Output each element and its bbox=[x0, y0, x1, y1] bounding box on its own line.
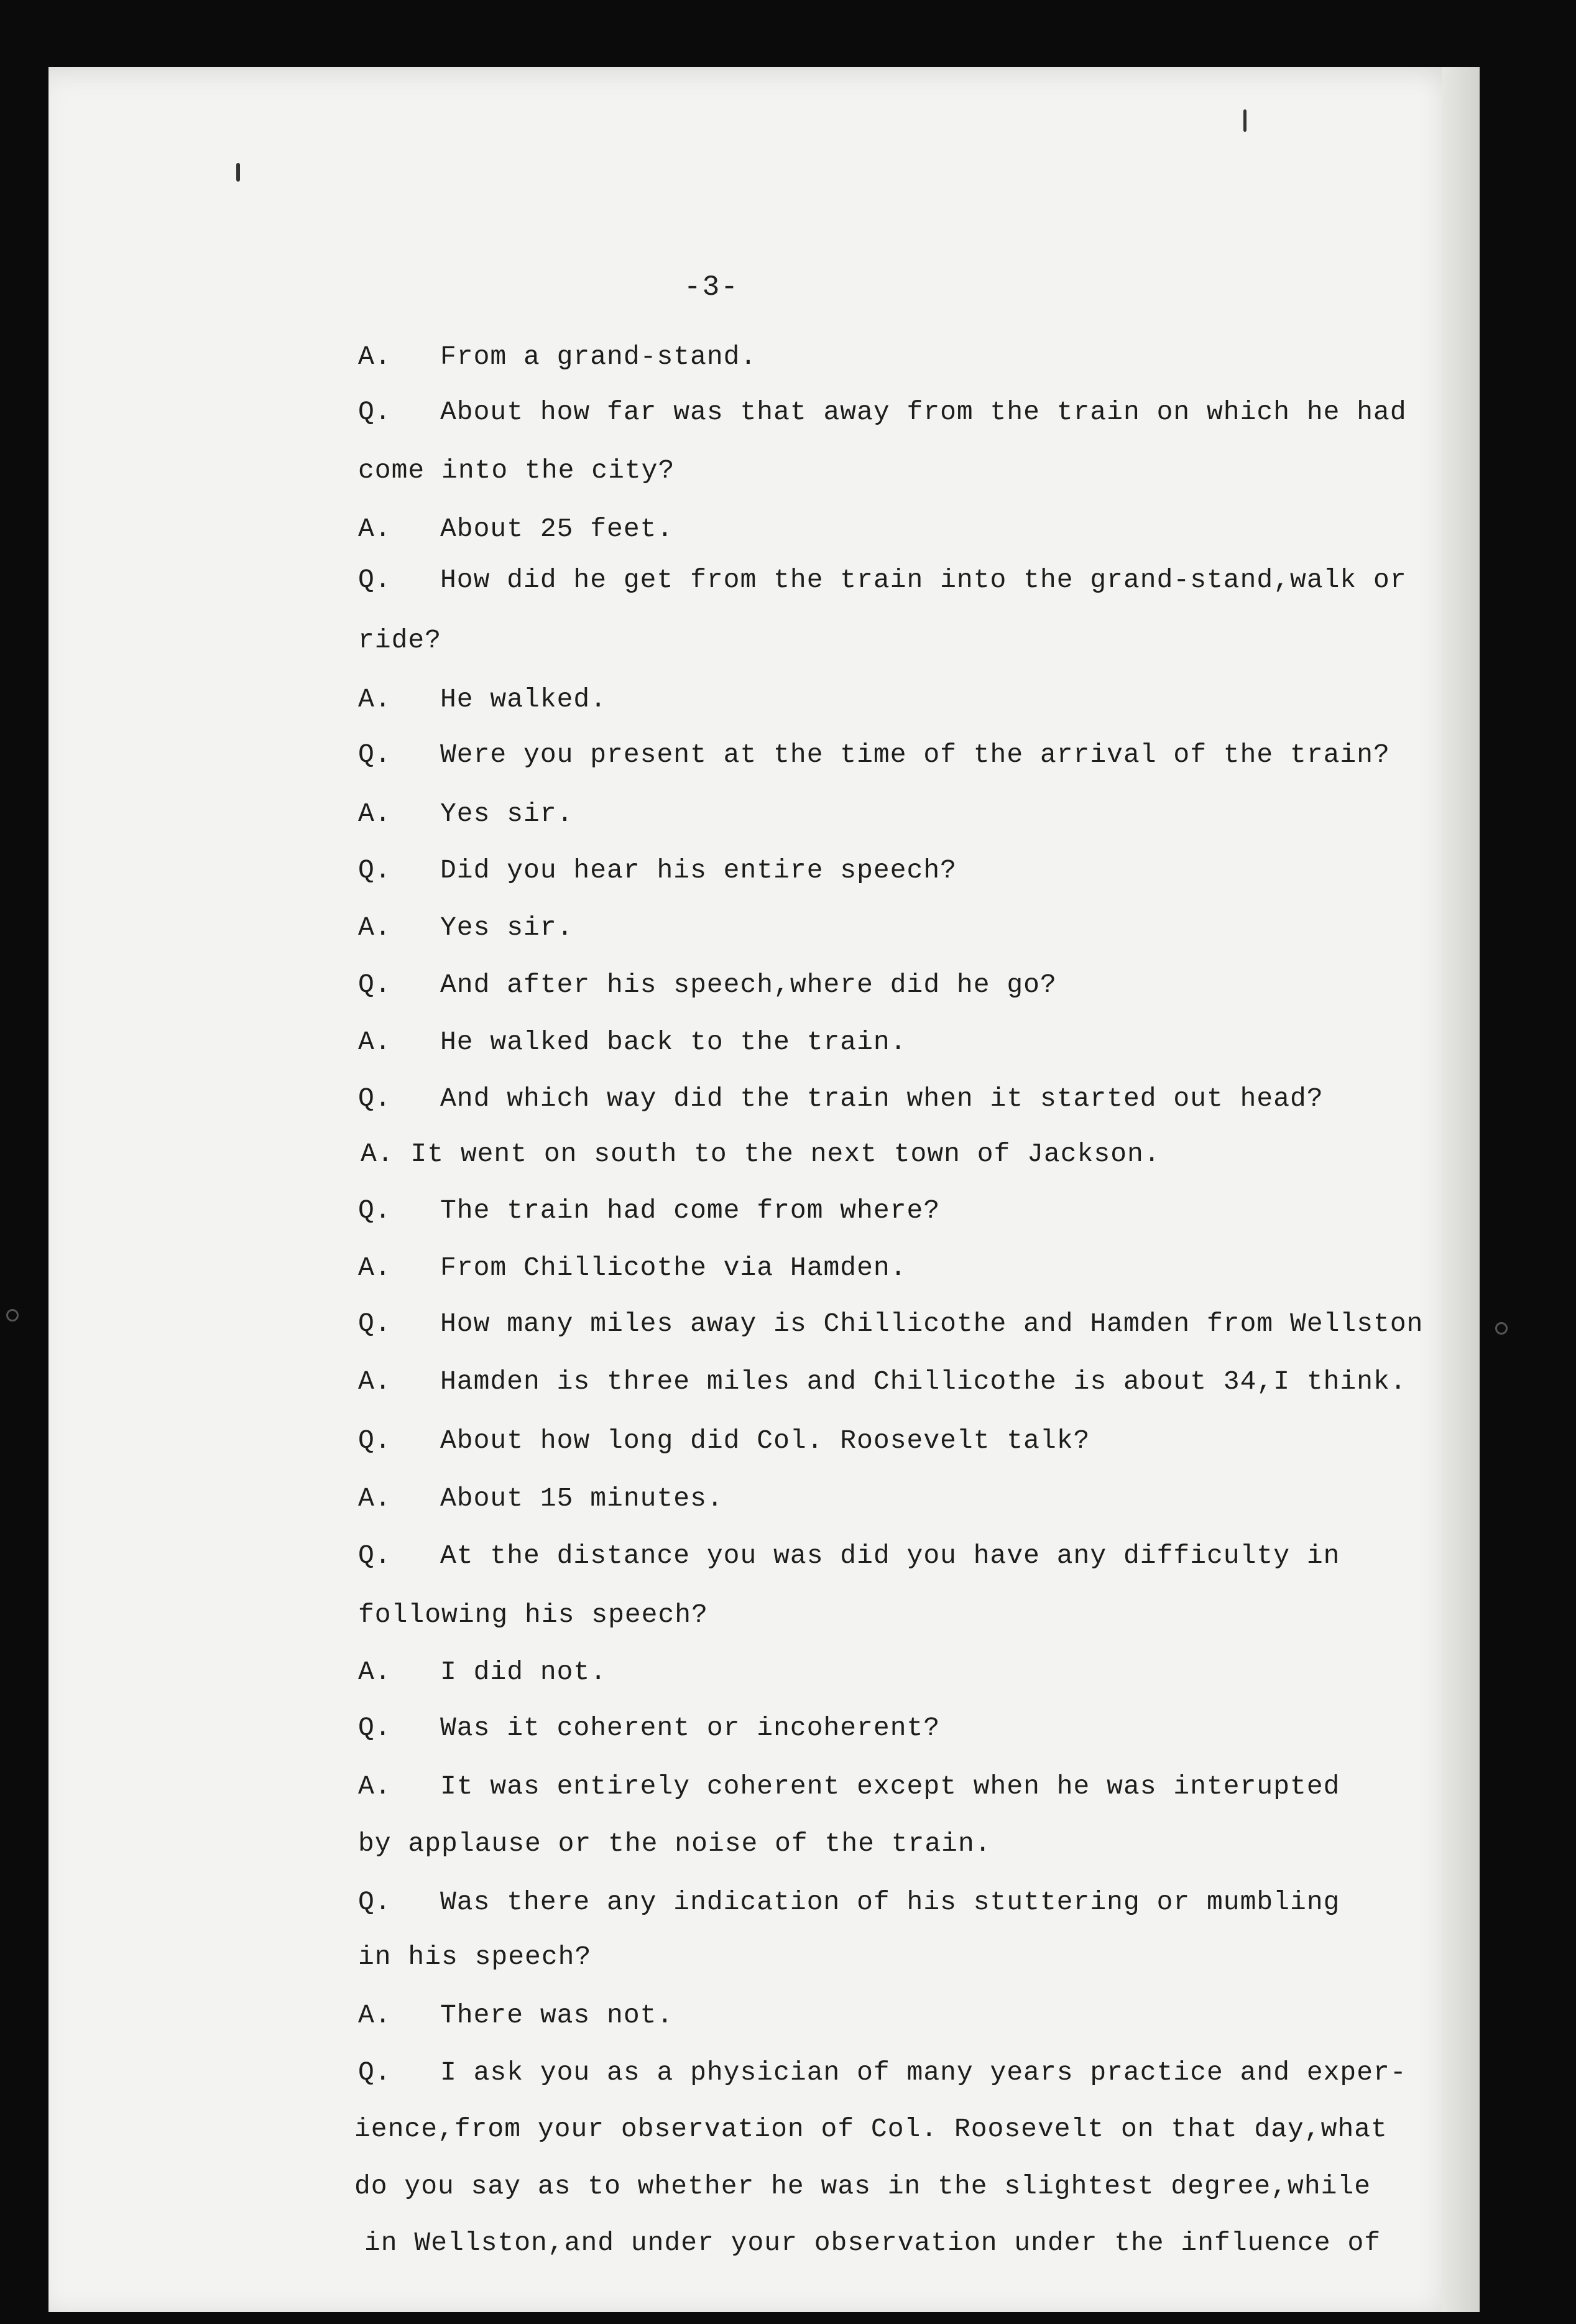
speaker-label: Q. bbox=[358, 1083, 392, 1114]
speaker-label: A. bbox=[358, 514, 392, 544]
speaker-label: Q. bbox=[358, 2057, 392, 2088]
speaker-label: Q. bbox=[358, 1425, 392, 1456]
transcript-line bbox=[358, 1254, 907, 1281]
speaker-label: Q. bbox=[358, 970, 392, 1000]
line-text: The train had come from where? bbox=[440, 1195, 941, 1226]
line-text: Were you present at the time of the arrival of the train? bbox=[440, 739, 1390, 770]
speaker-label: A. bbox=[358, 1483, 392, 1514]
stray-mark-right bbox=[1243, 109, 1247, 132]
stray-mark-left bbox=[236, 163, 240, 182]
transcript-line bbox=[361, 1141, 1161, 1167]
punch-hole-right bbox=[1495, 1322, 1508, 1335]
line-text: There was not. bbox=[440, 2000, 674, 2030]
line-text: About how far was that away from the train on which he had bbox=[440, 397, 1407, 427]
line-text: I did not. bbox=[440, 1657, 607, 1687]
transcript-line bbox=[358, 1773, 1340, 1800]
speaker-label: A. bbox=[358, 1252, 392, 1283]
punch-hole-left bbox=[6, 1309, 19, 1322]
speaker-label: Q. bbox=[358, 565, 392, 595]
transcript-line bbox=[358, 1830, 992, 1857]
speaker-label: A. bbox=[358, 1027, 392, 1057]
transcript-line bbox=[358, 1601, 708, 1628]
line-text: About how long did Col. Roosevelt talk? bbox=[440, 1425, 1090, 1456]
transcript-line bbox=[358, 1542, 1340, 1569]
line-text: About 25 feet. bbox=[440, 514, 674, 544]
speaker-label: A. bbox=[358, 799, 392, 829]
transcript-line bbox=[364, 2229, 1381, 2256]
speaker-label: A. bbox=[358, 1771, 392, 1802]
transcript-line bbox=[358, 686, 607, 713]
transcript-line bbox=[358, 2059, 1407, 2086]
transcript-line bbox=[358, 914, 573, 941]
transcript-line bbox=[358, 971, 1057, 998]
transcript-line bbox=[358, 2002, 673, 2029]
speaker-label: Q. bbox=[358, 1195, 392, 1226]
transcript-line bbox=[358, 741, 1390, 768]
transcript-line bbox=[358, 857, 957, 884]
line-text: It was entirely coherent except when he was interupted bbox=[440, 1771, 1340, 1802]
transcript-line bbox=[358, 1085, 1324, 1112]
line-text: Yes sir. bbox=[440, 799, 574, 829]
transcript-line bbox=[358, 1310, 1423, 1337]
line-text: in Wellston,and under your observation under the influence of bbox=[364, 2228, 1381, 2258]
page-number: -3- bbox=[684, 271, 739, 303]
transcript-line bbox=[358, 1427, 1090, 1454]
transcript-line bbox=[358, 1715, 940, 1741]
line-text: He walked. bbox=[440, 684, 607, 715]
transcript-line bbox=[358, 567, 1407, 593]
transcript-line bbox=[358, 457, 675, 484]
line-text: ride? bbox=[358, 625, 442, 655]
line-text: From Chillicothe via Hamden. bbox=[440, 1252, 907, 1283]
transcript-line bbox=[354, 2173, 1371, 2200]
line-text: Yes sir. bbox=[440, 912, 574, 943]
line-text: do you say as to whether he was in the slightest degree,while bbox=[354, 2171, 1371, 2201]
line-text: following his speech? bbox=[358, 1599, 708, 1630]
page-edge-shadow bbox=[1442, 67, 1480, 2312]
speaker-label: A. bbox=[358, 341, 392, 372]
line-text: And which way did the train when it started out head? bbox=[440, 1083, 1324, 1114]
speaker-label: A. bbox=[358, 1657, 392, 1687]
transcript-line bbox=[358, 627, 441, 654]
transcript-line bbox=[358, 516, 673, 542]
speaker-label: Q. bbox=[358, 1308, 392, 1339]
line-text: in his speech? bbox=[358, 1942, 592, 1972]
transcript-line bbox=[358, 1029, 907, 1055]
line-text: Was there any indication of his stuttering or mumbling bbox=[440, 1887, 1340, 1917]
transcript-line bbox=[358, 1197, 940, 1224]
line-text: Hamden is three miles and Chillicothe is about 34,I think. bbox=[440, 1366, 1407, 1397]
speaker-label: A. bbox=[358, 684, 392, 715]
speaker-label: Q. bbox=[358, 1540, 392, 1571]
transcript-line bbox=[358, 1943, 591, 1970]
transcript-line bbox=[358, 1659, 607, 1685]
transcript-line bbox=[354, 2116, 1388, 2142]
line-text: And after his speech,where did he go? bbox=[440, 970, 1057, 1000]
transcript-line bbox=[358, 1889, 1340, 1915]
line-text: How many miles away is Chillicothe and Hamden from Wellston bbox=[440, 1308, 1424, 1339]
speaker-label: Q. bbox=[358, 1713, 392, 1743]
transcript-line bbox=[358, 1485, 724, 1512]
line-text: About 15 minutes. bbox=[440, 1483, 724, 1514]
transcript-line bbox=[358, 399, 1407, 425]
line-text: by applause or the noise of the train. bbox=[358, 1828, 992, 1859]
speaker-label: A. bbox=[358, 912, 392, 943]
transcript-line bbox=[358, 343, 757, 370]
line-text: Was it coherent or incoherent? bbox=[440, 1713, 941, 1743]
line-text: At the distance you was did you have any difficulty in bbox=[440, 1540, 1340, 1571]
speaker-label: A. bbox=[358, 1366, 392, 1397]
line-text: ience,from your observation of Col. Roosevelt on that day,what bbox=[354, 2114, 1388, 2144]
speaker-label: Q. bbox=[358, 397, 392, 427]
line-text: come into the city? bbox=[358, 455, 675, 486]
line-text: How did he get from the train into the grand-stand,walk or bbox=[440, 565, 1407, 595]
transcript-line bbox=[358, 1368, 1407, 1395]
speaker-label: A. bbox=[358, 2000, 392, 2030]
line-text: I ask you as a physician of many years practice and exper- bbox=[440, 2057, 1407, 2088]
speaker-label: Q. bbox=[358, 1887, 392, 1917]
transcript-line bbox=[358, 800, 573, 827]
speaker-label: Q. bbox=[358, 739, 392, 770]
line-text: He walked back to the train. bbox=[440, 1027, 907, 1057]
line-text: Did you hear his entire speech? bbox=[440, 855, 957, 886]
line-text: A. It went on south to the next town of Jackson. bbox=[361, 1139, 1161, 1169]
speaker-label: Q. bbox=[358, 855, 392, 886]
line-text: From a grand-stand. bbox=[440, 341, 757, 372]
